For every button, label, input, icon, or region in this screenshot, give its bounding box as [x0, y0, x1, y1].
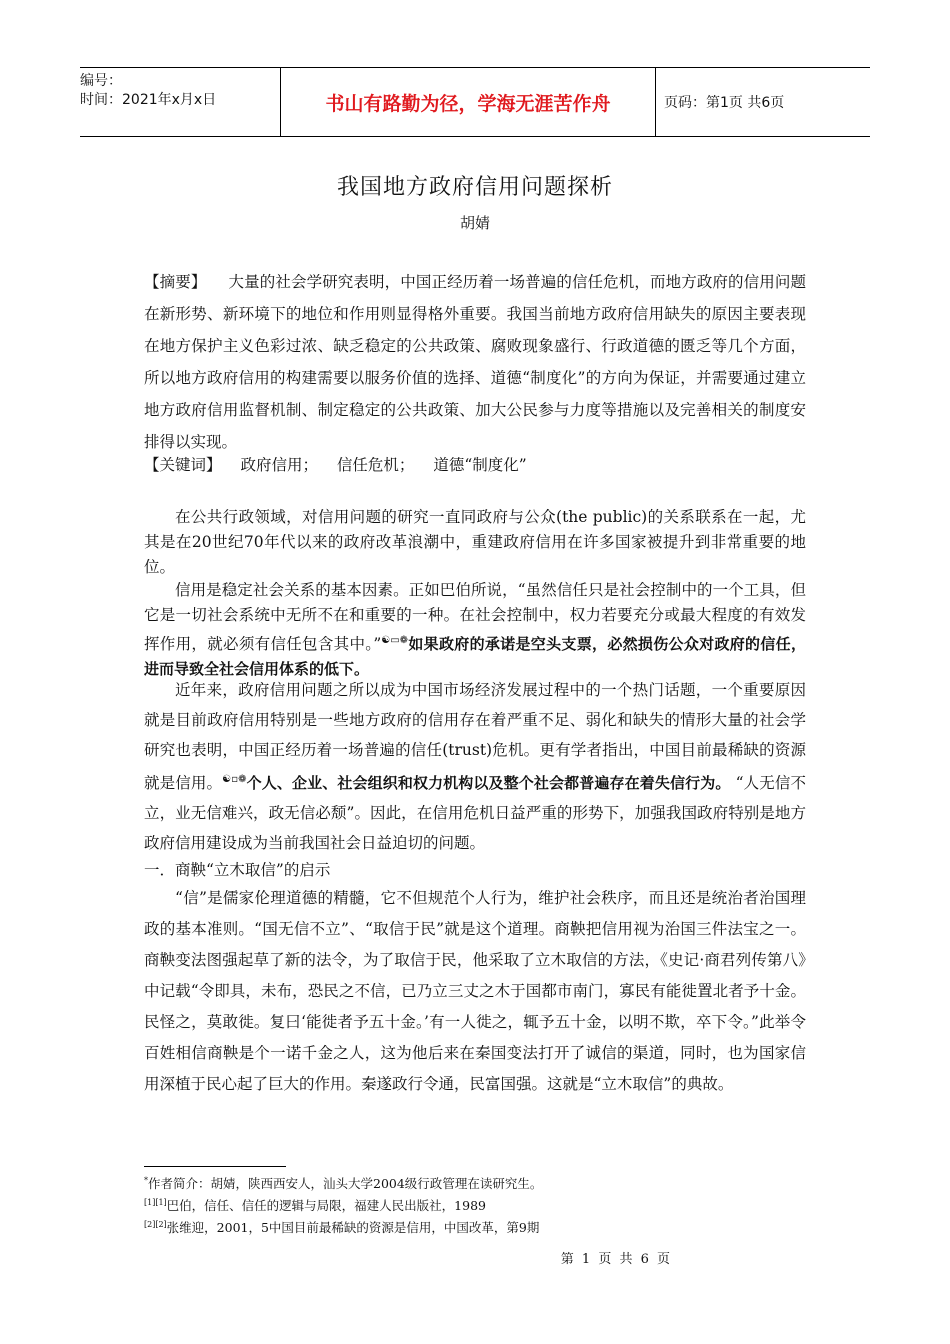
footnote-mark: [1][1] — [144, 1198, 167, 1208]
paragraph-2-highlight: 如果政府的承诺是空头支票，必然损伤公众对政府的信任，进而导致全社会信用体系的低下。 — [144, 635, 806, 679]
keywords — [144, 452, 806, 478]
paragraph-3 — [144, 675, 806, 858]
abstract-text: 大量的社会学研究表明，中国正经历着一场普遍的信任危机，而地方政府的信用问题在新形势、新环境下的地位和作用则显得格外重要。我国当前地方政府信用缺失的原因主要表现在地方保护主义色彩过浓、缺乏稳定的公共政策、腐败现象盛行、行政道德的匮乏等几个方面，所以地方政府信用的构建需要以服务价值的选择、道德“制度化”的方向为保证，并需要通过建立地方政府信用监督机制、制定稳定的公共政策、加大公民参与力度等措施以及完善相关的制度安排得以实现。 — [144, 273, 806, 451]
author: 胡婧 — [459, 214, 490, 232]
paragraph-2 — [144, 578, 806, 682]
page-info: 页码：第1页 共6页 — [664, 95, 785, 111]
footnote-ref-icon: ☯▫❁ — [222, 774, 247, 785]
motto: 书山有路勤为径，学海无涯苦作舟 — [280, 68, 656, 136]
page-footer: 第 1 页 共 6 页 — [560, 1252, 670, 1267]
paragraph-3-text: 近年来，政府信用问题之所以成为中国市场经济发展过程中的一个热门话题，一个重要原因就是目前政府信用特别是一些地方政府的信用存在着严重不足、弱化和缺失的情形大量的社会学研究也表明，中国正经历着一场普遍的信任(trust)危机。更有学者指出，中国目前最稀缺的资源就是信用。 — [144, 681, 806, 793]
paragraph-3-tail: “人无信不立，业无信难兴，政无信必颓”。因此，在信用危机日益严重的形势下，加强我国政府特别是地方政府信用建设成为当前我国社会日益迫切的问题。 — [144, 774, 806, 853]
paragraph-4: “信”是儒家伦理道德的精髓，它不但规范个人行为，维护社会秩序，而且还是统治者治国理政的基本准则。“国无信不立”、“取信于民”就是这个道理。商鞅把信用视为治国三件法宝之一。商鞅变法图强起草了新的法令，为了取信于民，他采取了立木取信的方法，《史记·商君列传第八》中记载“令即具，未布，恐民之不信，已乃立三丈之木于国都市南门，寡民有能徙置北者予十金。民怪之，莫敢徙。复曰‘能徙者予五十金。’有一人徙之，辄予五十金，以明不欺，卒下令。”此举令百姓相信商鞅是个一诺千金之人，这为他后来在秦国变法打开了诚信的渠道，同时，也为国家信用深植于民心起了巨大的作用。秦遂政行令通，民富国强。这就是“立木取信”的典故。 — [144, 889, 806, 1093]
footnote-mark: * — [144, 1176, 148, 1185]
time-label: 时间：2021年x月x日 — [80, 92, 217, 108]
paragraph-1: 在公共行政领域，对信用问题的研究一直同政府与公众(the public)的关系联系在一起，尤其是在20世纪70年代以来的政府改革浪潮中，重建政府信用在许多国家被提升到非常重要的地位。 — [144, 508, 806, 576]
keyword-item: 政府信用； — [240, 456, 318, 474]
footnote-text: 巴伯，信任、信任的逻辑与局限，福建人民出版社，1989 — [166, 1198, 486, 1214]
footnote — [144, 1215, 806, 1237]
abstract — [144, 266, 806, 458]
footnote-text: 作者简介：胡婧，陕西西安人，汕头大学2004级行政管理在读研究生。 — [148, 1176, 543, 1192]
paragraph-2-text: 信用是稳定社会关系的基本因素。正如巴伯所说，“虽然信任只是社会控制中的一个工具，但它是一切社会系统中无所不在和重要的一种。在社会控制中，权力若要充分或最大程度的有效发挥作用，就必须有信任包含其中。” — [144, 581, 806, 654]
footnote — [144, 1171, 806, 1193]
keyword-item: 道德“制度化” — [433, 456, 527, 474]
header-table — [80, 67, 870, 137]
keywords-label: 【关键词】 — [144, 456, 222, 474]
footnote-rule — [144, 1166, 286, 1167]
footnote — [144, 1193, 806, 1215]
abstract-label: 【摘要】 — [144, 273, 207, 291]
header-left-cell — [80, 68, 280, 136]
footnote-mark: [2][2] — [144, 1220, 167, 1230]
keyword-item: 信任危机； — [336, 456, 415, 474]
footnote-ref-icon: ☯▭❁ — [381, 635, 409, 646]
section-heading-1: 一．商鞅“立木取信”的启示 — [144, 861, 331, 879]
paragraph-3-highlight: 个人、企业、社会组织和权力机构以及整个社会都普遍存在着失信行为。 — [246, 774, 731, 793]
footnote-text: 张维迎，2001，5中国目前最稀缺的资源是信用，中国改革，第9期 — [166, 1220, 540, 1236]
footnotes — [144, 1171, 806, 1237]
document-title: 我国地方政府信用问题探析 — [336, 175, 613, 200]
number-label: 编号： — [80, 73, 122, 89]
